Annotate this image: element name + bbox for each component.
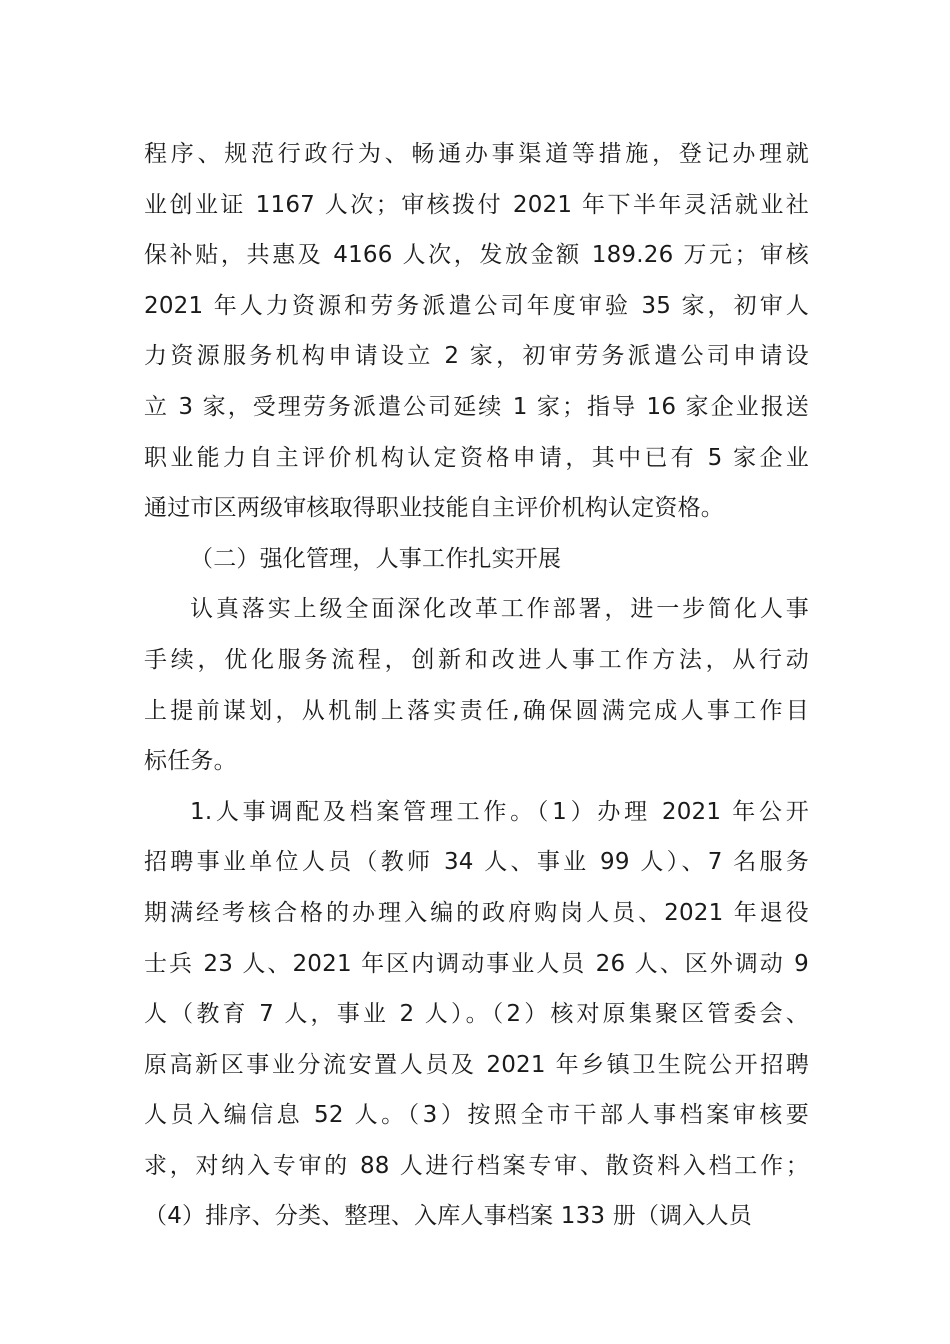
text-line: 人（教育 7 人，事业 2 人）。（2）核对原集聚区管委会、 bbox=[144, 1001, 809, 1028]
text-line: 程序、规范行政行为、畅通办事渠道等措施，登记办理就 bbox=[144, 141, 809, 167]
text-line: （4）排序、分类、整理、入库人事档案 133 册（调入人员 bbox=[144, 1203, 752, 1230]
paragraph-personnel-allocation bbox=[144, 787, 809, 1242]
text-line: 手续，优化服务流程，创新和改进人事工作方法，从行动 bbox=[144, 646, 809, 673]
text-line: 上提前谋划，从机制上落实责任,确保圆满完成人事工作目 bbox=[144, 697, 809, 724]
text-line: 力资源服务机构申请设立 2 家，初审劳务派遣公司申请设 bbox=[144, 343, 809, 370]
text-line: 通过市区两级审核取得职业技能自主评价机构认定资格。 bbox=[144, 495, 724, 522]
text-line: 认真落实上级全面深化改革工作部署，进一步简化人事 bbox=[190, 596, 809, 623]
text-line: 人员入编信息 52 人。（3）按照全市干部人事档案审核要 bbox=[144, 1102, 809, 1129]
text-line: 2021 年人力资源和劳务派遣公司年度审验 35 家，初审人 bbox=[144, 292, 809, 319]
paragraph-registration-summary bbox=[144, 129, 809, 534]
text-line: 期满经考核合格的办理入编的政府购岗人员、2021 年退役 bbox=[144, 899, 809, 926]
text-line: 保补贴，共惠及 4166 人次，发放金额 189.26 万元；审核 bbox=[144, 242, 809, 269]
document-body bbox=[144, 129, 809, 1242]
text-line: 业创业证 1167 人次；审核拨付 2021 年下半年灵活就业社 bbox=[144, 191, 809, 218]
text-line: 原高新区事业分流安置人员及 2021 年乡镇卫生院公开招聘 bbox=[144, 1051, 809, 1078]
text-line: 职业能力自主评价机构认定资格申请，其中已有 5 家企业 bbox=[144, 444, 809, 471]
text-line: 招聘事业单位人员（教师 34 人、事业 99 人）、7 名服务 bbox=[144, 849, 809, 876]
text-line: 立 3 家，受理劳务派遣公司延续 1 家；指导 16 家企业报送 bbox=[144, 393, 809, 420]
section-heading-text: （二）强化管理，人事工作扎实开展 bbox=[190, 545, 562, 572]
text-line: 1.人事调配及档案管理工作。（1）办理 2021 年公开 bbox=[190, 798, 809, 825]
text-line: 求，对纳入专审的 88 人进行档案专审、散资料入档工作； bbox=[144, 1152, 809, 1179]
section-heading bbox=[144, 534, 809, 585]
text-line: 士兵 23 人、2021 年区内调动事业人员 26 人、区外调动 9 bbox=[144, 950, 809, 977]
paragraph-personnel-intro bbox=[144, 584, 809, 786]
text-line: 标任务。 bbox=[144, 748, 237, 775]
